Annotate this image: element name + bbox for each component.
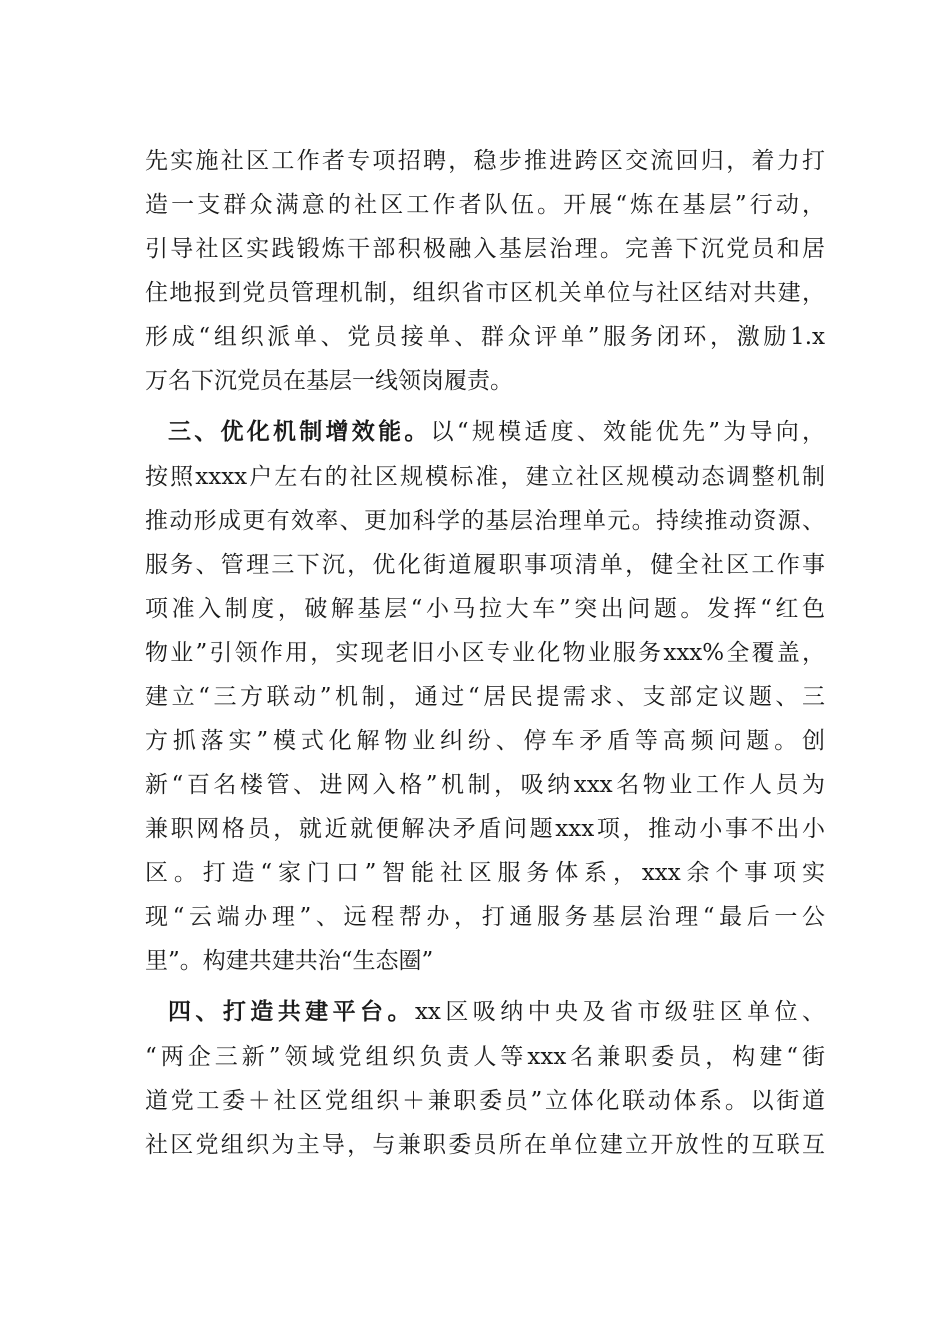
text-line: 引导社区实践锻炼干部积极融入基层治理。完善下沉党员和居 (145, 236, 825, 262)
text-line: 里”。构建共建共治“生态圈” (145, 948, 434, 974)
text-line: 现“云端办理”、远程帮办，打通服务基层治理“最后一公 (145, 904, 825, 930)
section-4-first-line-text: xx区吸纳中央及省市级驻区单位、 (414, 999, 825, 1025)
text-line: 住地报到党员管理机制，组织省市区机关单位与社区结对共建， (145, 280, 825, 306)
text-line: 按照xxxx户左右的社区规模标准，建立社区规模动态调整机制 (145, 464, 825, 490)
text-line: 万名下沉党员在基层一线领岗履责。 (145, 368, 513, 394)
section-4-heading: 四、打造共建平台。 (168, 999, 415, 1025)
section-3-first-line-text: 以“规模适度、效能优先”为导向， (430, 419, 825, 445)
text-line: 项准入制度，破解基层“小马拉大车”突出问题。发挥“红色 (145, 596, 825, 622)
text-line: 形成“组织派单、党员接单、群众评单”服务闭环，激励1.x (145, 324, 825, 350)
text-line: 社区党组织为主导，与兼职委员所在单位建立开放性的互联互 (145, 1132, 825, 1158)
text-line: 推动形成更有效率、更加科学的基层治理单元。持续推动资源、 (145, 508, 825, 534)
text-line: 造一支群众满意的社区工作者队伍。开展“炼在基层”行动， (145, 192, 825, 218)
section-3-heading: 三、优化机制增效能。 (168, 419, 431, 445)
text-line: 服务、管理三下沉，优化街道履职事项清单，健全社区工作事 (145, 552, 825, 578)
text-line: 区。打造“家门口”智能社区服务体系，xxx余个事项实 (145, 860, 825, 886)
text-line: 道党工委＋社区党组织＋兼职委员”立体化联动体系。以街道 (145, 1088, 825, 1114)
text-line: 先实施社区工作者专项招聘，稳步推进跨区交流回归，着力打 (145, 148, 825, 174)
text-line: 物业”引领作用，实现老旧小区专业化物业服务xxx%全覆盖， (145, 640, 825, 666)
text-line: 方抓落实”模式化解物业纠纷、停车矛盾等高频问题。创 (145, 728, 825, 754)
text-line: 建立“三方联动”机制，通过“居民提需求、支部定议题、三 (145, 684, 825, 710)
text-line: 新“百名楼管、进网入格”机制，吸纳xxx名物业工作人员为 (145, 772, 825, 798)
text-line: 兼职网格员，就近就便解决矛盾问题xxx项，推动小事不出小 (145, 816, 825, 842)
section-4-first-line (168, 990, 825, 1034)
section-3-first-line (168, 410, 825, 454)
text-line: “两企三新”领域党组织负责人等xxx名兼职委员，构建“街 (145, 1044, 825, 1070)
